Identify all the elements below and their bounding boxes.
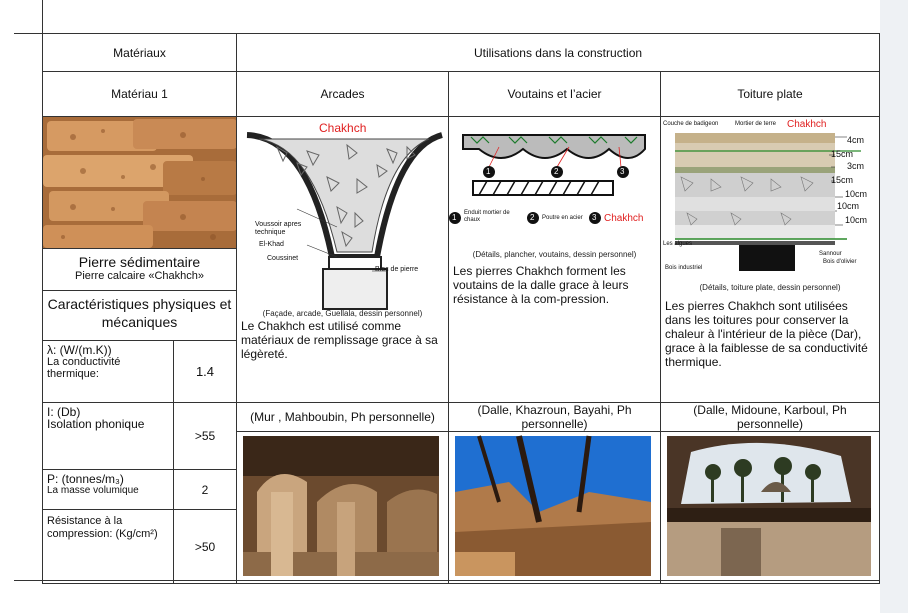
property-row-4-name xyxy=(43,510,174,584)
property-row-2-name xyxy=(43,403,174,470)
voutain-legend-marker-1: 1 xyxy=(452,213,457,222)
voutain-legend-3: Chakhch xyxy=(604,213,644,224)
arcade-photo xyxy=(237,432,449,584)
arcade-label-voussoir: Voussoir apres technique xyxy=(255,221,302,236)
header-uses: Utilisations dans la construction xyxy=(237,34,880,72)
bottom-rule xyxy=(14,580,880,581)
arcades-diagram-cell xyxy=(237,117,449,403)
voutain-description: Les pierres Chakhch forment les voutains de la dalle grace à leurs résistance à la com-pression. xyxy=(453,264,629,306)
toiture-photo-image xyxy=(661,432,879,582)
voutains-diagram-cell xyxy=(449,117,661,403)
column-material: Matériau 1 xyxy=(43,72,237,117)
voutain-photo-ref: (Dalle, Khazroun, Bayahi, Ph personnelle) xyxy=(449,403,661,432)
arcade-photo-ref: (Mur , Mahboubin, Ph personnelle) xyxy=(237,403,449,432)
arcade-diagram xyxy=(237,117,448,317)
property-row-2-value: >55 xyxy=(174,403,237,470)
arcade-photo-image xyxy=(237,432,448,582)
property-symbol: Résistance à la compression: (Kg/cm²) xyxy=(47,515,158,540)
materials-table xyxy=(42,33,880,584)
voutain-marker-2: 2 xyxy=(554,167,559,176)
toiture-label-chakhch: Chakhch xyxy=(787,119,827,130)
toiture-description: Les pierres Chakhch sont utilisées dans les toitures pour conserver la chaleur à l'intérieur de la pièce (Dar), grace à la faiblesse de sa conductivité thermique. xyxy=(665,299,868,369)
arcade-label-bloc: Bloc de pierre xyxy=(375,266,419,273)
toiture-diagram-cell xyxy=(661,117,880,403)
property-row-3-value: 2 xyxy=(174,470,237,510)
viewer-margin xyxy=(880,0,908,613)
voutain-legend-marker-2: 2 xyxy=(530,213,535,222)
property-symbol: λ: (W/(m.K)) xyxy=(47,343,112,357)
toiture-label-mortier: Mortier de terre xyxy=(735,121,777,127)
arcade-label-elkhad: El-Khad xyxy=(259,241,284,248)
column-toiture: Toiture plate xyxy=(661,72,880,117)
stone-photo-image xyxy=(43,117,236,248)
property-label: Isolation phonique xyxy=(47,417,145,431)
toiture-dim-2: 15cm xyxy=(831,149,854,159)
characteristics-title: Caractéristiques physiques et mécaniques xyxy=(43,290,236,340)
toiture-dim-3: 3cm xyxy=(847,161,865,171)
toiture-label-sannour: Sannour xyxy=(819,251,842,257)
arcade-label-coussinet: Coussinet xyxy=(267,255,299,262)
toiture-photo xyxy=(661,432,880,584)
arcade-caption: (Façade, arcade, Guellala, dessin personnel) xyxy=(262,309,423,318)
material-name: Pierre sédimentaire xyxy=(78,254,201,270)
property-row-3-name xyxy=(43,470,174,510)
toiture-label-industriel: Bois industriel xyxy=(665,265,703,271)
toiture-caption: (Détails, toiture plate, dessin personnel) xyxy=(699,283,841,292)
column-arcades: Arcades xyxy=(237,72,449,117)
property-symbol: P: (tonnes/m₃) xyxy=(47,472,124,486)
voutain-marker-1: 1 xyxy=(486,167,491,176)
stone-photo xyxy=(43,117,236,248)
header-materials: Matériaux xyxy=(43,34,237,72)
property-row-1 xyxy=(43,340,236,402)
left-rule xyxy=(42,0,43,583)
material-cell xyxy=(43,117,237,403)
toiture-dim-5: 10cm xyxy=(845,189,868,199)
material-subname: Pierre calcaire «Chakhch» xyxy=(74,270,204,282)
toiture-label-algues: Les algues xyxy=(663,241,693,247)
voutain-legend-marker-3: 3 xyxy=(592,213,597,222)
property-row-4-value: >50 xyxy=(174,510,237,584)
property-label: La conductivité thermique: xyxy=(47,356,121,380)
toiture-dim-4: 15cm xyxy=(831,175,854,185)
toiture-dim-6: 10cm xyxy=(837,201,860,211)
arcade-label-chakhch: Chakhch xyxy=(319,121,367,135)
property-symbol: I: (Db) xyxy=(47,405,81,419)
voutain-photo xyxy=(449,432,661,584)
toiture-dim-7: 10cm xyxy=(845,215,868,225)
property-value: 1.4 xyxy=(195,364,215,379)
toiture-photo-ref: (Dalle, Midoune, Karboul, Ph personnelle) xyxy=(661,403,880,432)
arcade-description: Le Chakhch est utilisé comme matériaux de remplissage grace à sa légèreté. xyxy=(241,319,438,361)
toiture-label-badigeon: Couche de badigeon xyxy=(663,121,719,127)
voutain-caption: (Détails, plancher, voutains, dessin personnel) xyxy=(472,250,637,259)
toiture-label-olivier: Bois d'olivier xyxy=(823,259,857,265)
column-voutains: Voutains et l’acier xyxy=(449,72,661,117)
material-name-block xyxy=(43,248,236,290)
voutain-photo-image xyxy=(449,432,660,582)
voutain-legend-2: Poutre en acier xyxy=(542,215,583,221)
voutain-legend-1: Enduit mortier de chaux xyxy=(464,210,510,223)
voutain-marker-3: 3 xyxy=(620,167,625,176)
voutains-diagram xyxy=(449,117,660,262)
property-label: La masse volumique xyxy=(47,485,139,496)
toiture-dim-1: 4cm xyxy=(847,135,865,145)
